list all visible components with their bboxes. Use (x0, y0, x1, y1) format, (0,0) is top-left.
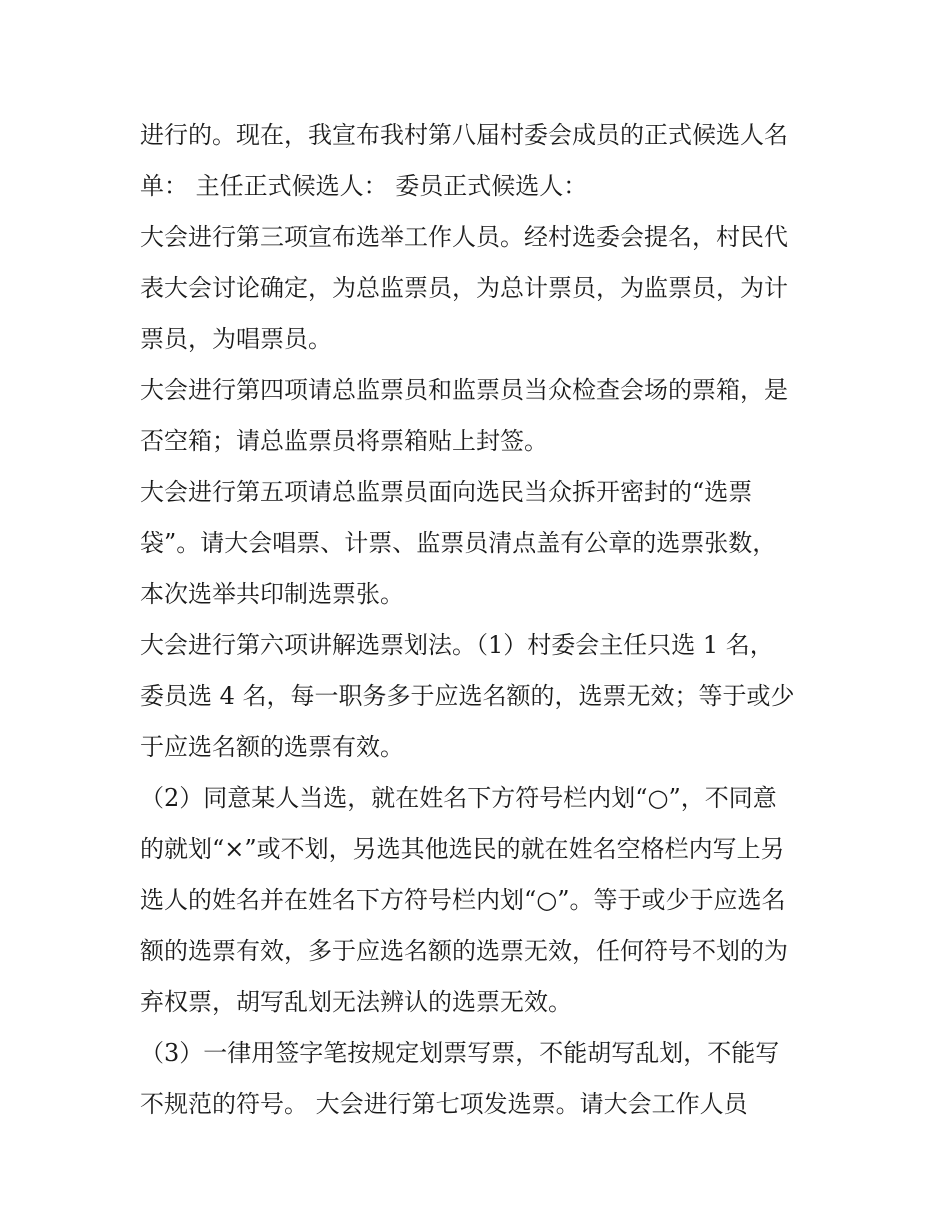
text-line: 票员，为唱票员。 (140, 325, 332, 353)
text-line: 委员选 4 名，每一职务多于应选名额的，选票无效；等于或少 (140, 682, 795, 710)
text-line: 额的选票有效，多于应选名额的选票无效，任何符号不划的为 (140, 937, 788, 965)
text-line: 进行的。现在，我宣布我村第八届村委会成员的正式候选人名 (140, 121, 788, 149)
document-body (140, 110, 820, 1130)
text-line: 否空箱；请总监票员将票箱贴上封签。 (140, 427, 548, 455)
text-line: 选人的姓名并在姓名下方符号栏内划“○”。等于或少于应选名 (140, 886, 786, 914)
text-line: 单： 主任正式候选人： 委员正式候选人： (140, 172, 588, 200)
text-line: 表大会讨论确定，为总监票员，为总计票员，为监票员，为计 (140, 274, 788, 302)
text-line: 不规范的符号。 大会进行第七项发选票。请大会工作人员 (140, 1090, 748, 1118)
text-line: 于应选名额的选票有效。 (140, 733, 404, 761)
text-line: 袋”。请大会唱票、计票、监票员清点盖有公章的选票张数， (140, 529, 777, 557)
text-line: 大会进行第四项请总监票员和监票员当众检查会场的票箱，是 (140, 376, 788, 404)
text-line: （2）同意某人当选，就在姓名下方符号栏内划“○”，不同意 (140, 784, 777, 812)
text-line: （3）一律用签字笔按规定划票写票，不能胡写乱划，不能写 (140, 1039, 780, 1067)
text-line: 弃权票，胡写乱划无法辨认的选票无效。 (140, 988, 572, 1016)
text-line: 本次选举共印制选票张。 (140, 580, 404, 608)
text-line: 大会进行第三项宣布选举工作人员。经村选委会提名，村民代 (140, 223, 788, 251)
text-line: 的就划“×”或不划，另选其他选民的就在姓名空格栏内写上另 (140, 835, 785, 863)
text-line: 大会进行第五项请总监票员面向选民当众拆开密封的“选票 (140, 478, 753, 506)
text-line: 大会进行第六项讲解选票划法。（1）村委会主任只选 1 名， (140, 631, 774, 659)
